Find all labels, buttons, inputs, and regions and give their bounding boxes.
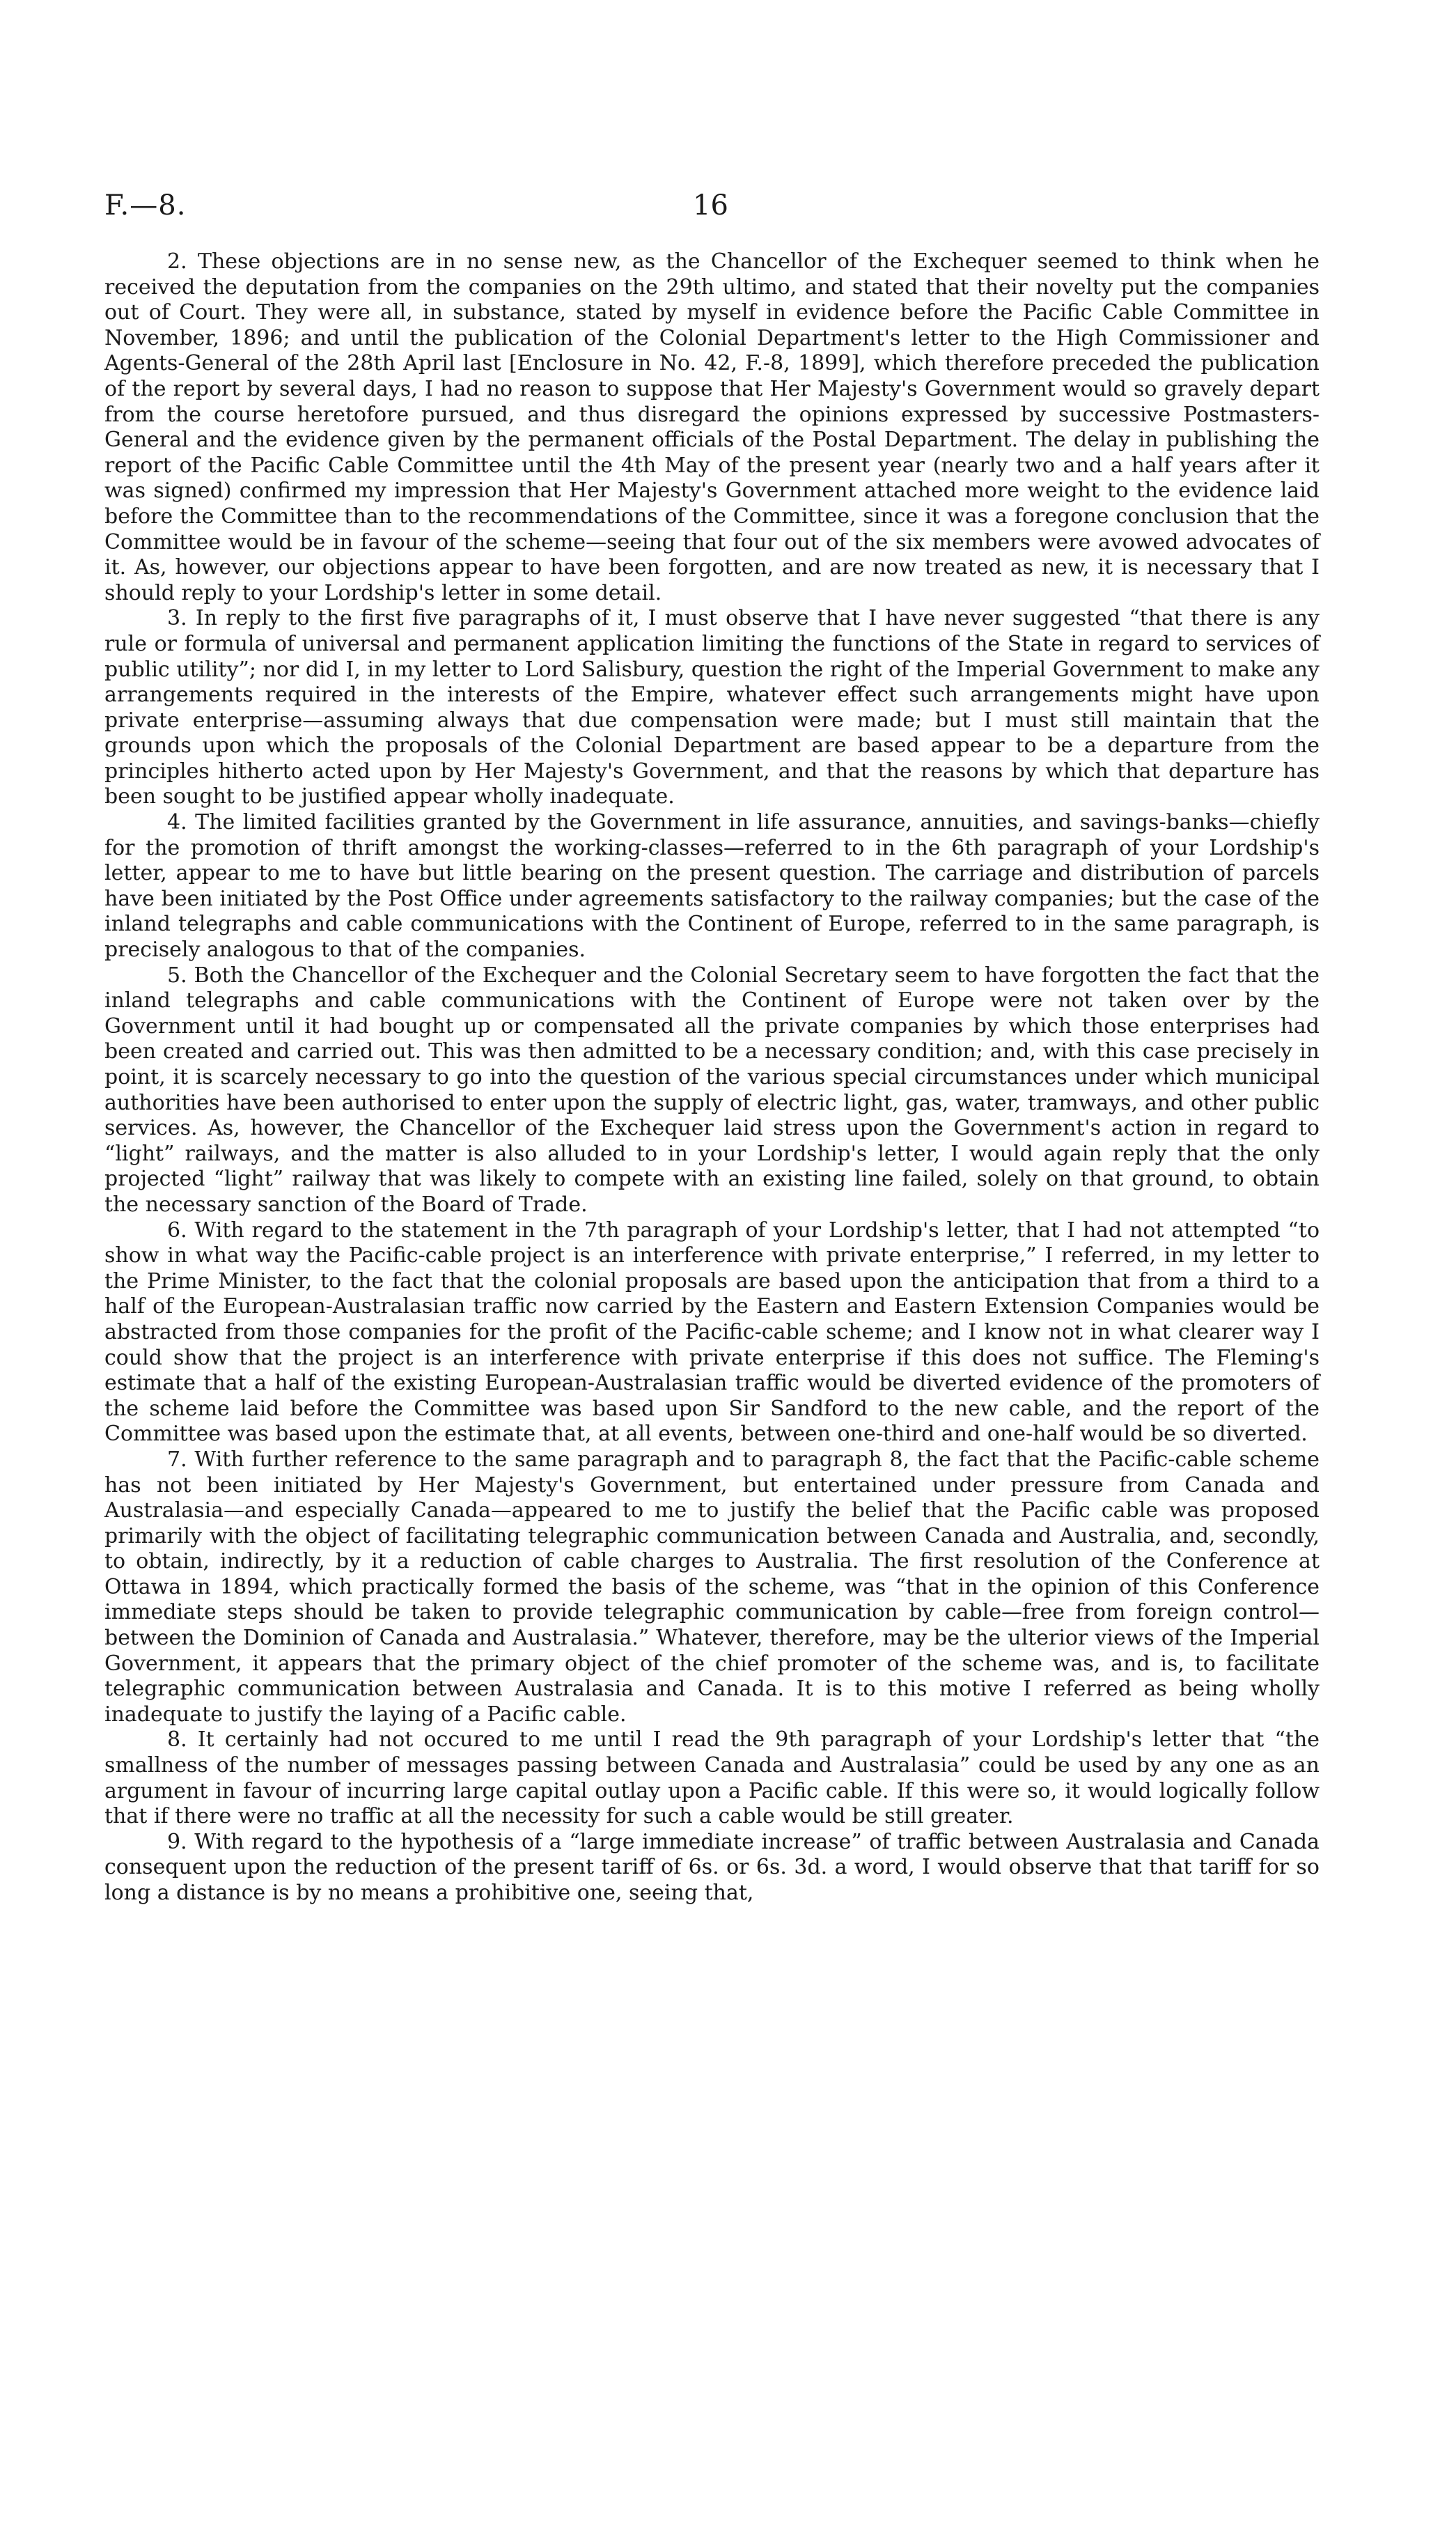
paragraph-2: 2. These objections are in no sense new, as the Chancellor of the Exchequer seemed to think when he received the deputation from the companies on the 29th ultimo, and stated that their novelty put the companies out of Court. They were all, in substance, stated by myself in evidence before the Pacific Cable Committee in November, 1896; and until the publication of the Colonial Department's letter to the High Commissioner and Agents-General of the 28th April last [Enclosure in No. 42, F.-8, 1899], which therefore preceded the publication of the report by several days, I had no reason to suppose that Her Majesty's Government would so gravely depart from the course heretofore pursued, and thus disregard the opinions expressed by successive Postmasters-General and the evidence given by the permanent officials of the Postal Department. The delay in publishing the report of the Pacific Cable Committee until the 4th May of the present year (nearly two and a half years after it was signed) confirmed my impression that Her Majesty's Government attached more weight to the evidence laid before the Committee than to the recommendations of the Committee, since it was a foregone conclusion that the Committee would be in favour of the scheme—seeing that four out of the six members were avowed advocates of it. As, however, our objections appear to have been forgotten, and are now treated as new, it is necessary that I should reply to your Lordship's letter in some detail. — [104, 249, 1320, 605]
body-text — [104, 249, 1320, 1906]
page-number: 16 — [693, 189, 728, 221]
paragraph-6: 6. With regard to the statement in the 7th paragraph of your Lordship's letter, that I had not attempted “to show in what way the Pacific-cable project is an interference with private enterprise,” I referred, in my letter to the Prime Minister, to the fact that the colonial proposals are based upon the anticipation that from a third to a half of the European-Australasian traffic now carried by the Eastern and Eastern Extension Companies would be abstracted from those companies for the profit of the Pacific-cable scheme; and I know not in what clearer way I could show that the project is an interference with private enterprise if this does not suffice. The Fleming's estimate that a half of the existing European-Australasian traffic would be diverted evidence of the promoters of the scheme laid before the Committee was based upon Sir Sandford to the new cable, and the report of the Committee was based upon the estimate that, at all events, between one-third and one-half would be so diverted. — [104, 1218, 1320, 1447]
paragraph-7: 7. With further reference to the same paragraph and to paragraph 8, the fact that the Pacific-cable scheme has not been initiated by Her Majesty's Government, but entertained under pressure from Canada and Australasia—and especially Canada—appeared to me to justify the belief that the Pacific cable was proposed primarily with the object of facilitating telegraphic communication between Canada and Australia, and, secondly, to obtain, indirectly, by it a reduction of cable charges to Australia. The first resolution of the Conference at Ottawa in 1894, which practically formed the basis of the scheme, was “that in the opinion of this Conference immediate steps should be taken to provide telegraphic communication by cable—free from foreign control—between the Dominion of Canada and Australasia.” Whatever, therefore, may be the ulterior views of the Imperial Government, it appears that the primary object of the chief promoter of the scheme was, and is, to facilitate telegraphic communication between Australasia and Canada. It is to this motive I referred as being wholly inadequate to justify the laying of a Pacific cable. — [104, 1447, 1320, 1727]
document-reference: F.—8. — [104, 189, 187, 221]
paragraph-4: 4. The limited facilities granted by the Government in life assurance, annuities, and savings-banks—chiefly for the promotion of thrift amongst the working-classes—referred to in the 6th paragraph of your Lordship's letter, appear to me to have but little bearing on the present question. The carriage and distribution of parcels have been initiated by the Post Office under agreements satisfactory to the railway companies; but the case of the inland telegraphs and cable communications with the Continent of Europe, referred to in the same paragraph, is precisely analogous to that of the companies. — [104, 810, 1320, 963]
paragraph-5: 5. Both the Chancellor of the Exchequer and the Colonial Secretary seem to have forgotten the fact that the inland telegraphs and cable communications with the Continent of Europe were not taken over by the Government until it had bought up or compensated all the private companies by which those enterprises had been created and carried out. This was then admitted to be a necessary condition; and, with this case precisely in point, it is scarcely necessary to go into the question of the various special circumstances under which municipal authorities have been authorised to enter upon the supply of electric light, gas, water, tramways, and other public services. As, however, the Chancellor of the Exchequer laid stress upon the Government's action in regard to “light” railways, and the matter is also alluded to in your Lordship's letter, I would again reply that the only projected “light” railway that was likely to compete with an existing line failed, solely on that ground, to obtain the necessary sanction of the Board of Trade. — [104, 963, 1320, 1217]
page-header — [104, 189, 1302, 224]
paragraph-9: 9. With regard to the hypothesis of a “large immediate increase” of traffic between Australasia and Canada consequent upon the reduction of the present tariff of 6s. or 6s. 3d. a word, I would observe that that tariff for so long a distance is by no means a prohibitive one, seeing that, — [104, 1829, 1320, 1905]
paragraph-8: 8. It certainly had not occured to me until I read the 9th paragraph of your Lordship's letter that “the smallness of the number of messages passing between Canada and Australasia” could be used by any one as an argument in favour of incurring large capital outlay upon a Pacific cable. If this were so, it would logically follow that if there were no traffic at all the necessity for such a cable would be still greater. — [104, 1727, 1320, 1829]
paragraph-3: 3. In reply to the first five paragraphs of it, I must observe that I have never suggested “that there is any rule or formula of universal and permanent application limiting the functions of the State in regard to services of public utility”; nor did I, in my letter to Lord Salisbury, question the right of the Imperial Government to make any arrangements required in the interests of the Empire, whatever effect such arrangements might have upon private enterprise—assuming always that due compensation were made; but I must still maintain that the grounds upon which the proposals of the Colonial Department are based appear to be a departure from the principles hitherto acted upon by Her Majesty's Government, and that the reasons by which that departure has been sought to be justified appear wholly inadequate. — [104, 606, 1320, 809]
